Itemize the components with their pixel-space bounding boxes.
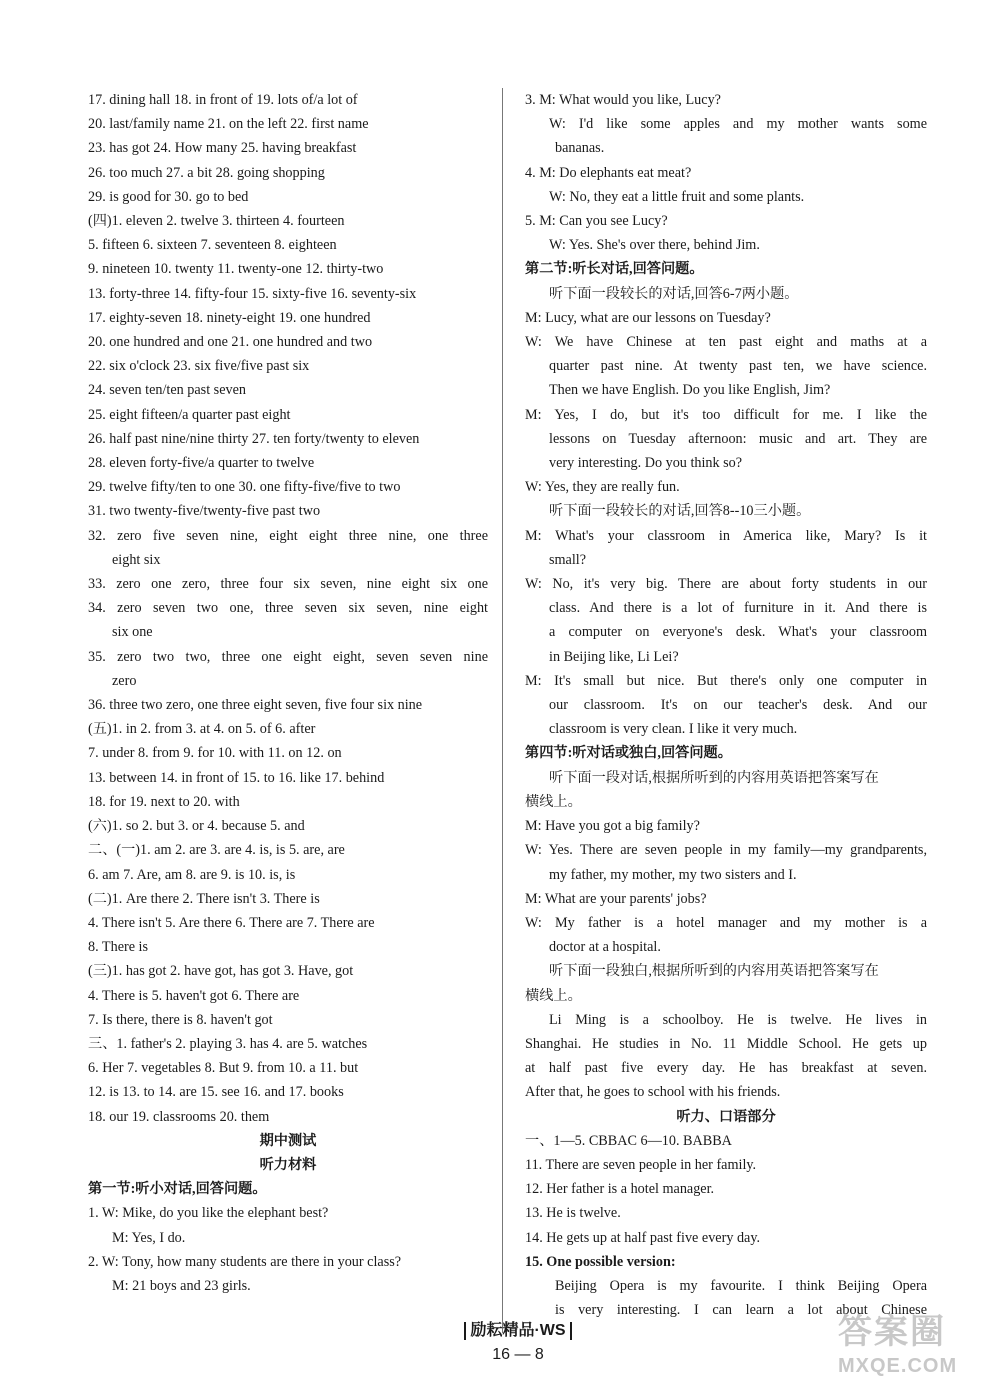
answer-line: 听下面一段对话,根据所听到的内容用英语把答案写在 (549, 769, 879, 786)
brand-bar-left (464, 1322, 466, 1340)
answer-line: 25. eight fifteen/a quarter past eight (88, 406, 291, 423)
answer-line: 13. forty-three 14. fifty-four 15. sixty-five 16. seventy-six (88, 285, 417, 302)
answer-line: W: I'd like some apples and my mother wants some (549, 116, 927, 133)
answer-line: 5. fifteen 6. sixteen 7. seventeen 8. eighteen (88, 237, 337, 254)
answer-line: 听下面一段独白,根据所听到的内容用英语把答案写在 (549, 963, 879, 980)
answer-line: Then we have English. Do you like English, Jim? (549, 382, 831, 399)
answer-line: zero (112, 672, 137, 689)
answer-line: W: No, it's very big. There are about forty students in our (525, 576, 927, 593)
answer-line: After that, he goes to school with his friends. (525, 1084, 781, 1101)
answer-line: 听下面一段较长的对话,回答8--10三小题。 (549, 503, 811, 520)
answer-line: class. And there is a lot of furniture in it. And there is (549, 600, 927, 617)
answer-line: 6. am 7. Are, am 8. are 9. is 10. is, is (88, 866, 296, 883)
answer-line: 12. is 13. to 14. are 15. see 16. and 17. books (88, 1084, 344, 1101)
answer-line: 4. There is 5. haven't got 6. There are (88, 987, 300, 1004)
answer-line: 11. There are seven people in her family. (525, 1156, 757, 1173)
answer-line: 29. is good for 30. go to bed (88, 188, 249, 205)
answer-line: 横线上。 (525, 793, 582, 810)
answer-line: 17. eighty-seven 18. ninety-eight 19. one hundred (88, 309, 371, 326)
answer-line: 7. Is there, there is 8. haven't got (88, 1011, 273, 1028)
answer-line: 23. has got 24. How many 25. having breakfast (88, 140, 357, 157)
answer-line: Shanghai. He studies in No. 11 Middle School. He gets up (525, 1035, 927, 1052)
section-heading: 听力材料 (259, 1156, 317, 1173)
answer-line: 20. last/family name 21. on the left 22. first name (88, 116, 369, 133)
answer-line: 14. He gets up at half past five every day. (525, 1229, 761, 1246)
answer-line: W: No, they eat a little fruit and some plants. (549, 188, 805, 205)
answer-column-right (525, 88, 927, 1322)
answer-line: 17. dining hall 18. in front of 19. lots of/a lot of (88, 92, 358, 108)
answer-line: 22. six o'clock 23. six five/five past six (88, 358, 310, 375)
answer-line: M: Lucy, what are our lessons on Tuesday? (525, 309, 771, 326)
answer-line: M: 21 boys and 23 girls. (112, 1277, 251, 1294)
answer-line: 6. Her 7. vegetables 8. But 9. from 10. a 11. but (88, 1060, 359, 1077)
subsection-heading: 第四节:听对话或独白,回答问题。 (525, 745, 732, 762)
answer-line: 横线上。 (525, 987, 582, 1004)
answer-line: (四)1. eleven 2. twelve 3. thirteen 4. fourteen (88, 213, 345, 230)
answer-line: lessons on Tuesday afternoon: music and art. They are (549, 430, 927, 447)
answer-line: 9. nineteen 10. twenty 11. twenty-one 12. thirty-two (88, 261, 384, 278)
answer-line: M: Yes, I do, but it's too difficult for me. I like the (525, 406, 927, 423)
answer-line: six one (112, 624, 153, 641)
answer-line: 24. seven ten/ten past seven (88, 382, 246, 399)
answer-line: small? (549, 551, 587, 568)
column-divider (502, 88, 503, 1333)
answer-line: a computer on everyone's desk. What's your classroom (549, 624, 927, 641)
answer-line: is very interesting. I can learn a lot about Chinese (555, 1302, 927, 1319)
answer-line: in Beijing like, Li Lei? (549, 648, 679, 665)
answer-line: our classroom. It's on our teacher's desk. And our (549, 697, 927, 714)
answer-line: 20. one hundred and one 21. one hundred and two (88, 334, 373, 351)
answer-line: 35. zero two two, three one eight eight, seven seven nine (88, 648, 488, 665)
answer-line: 12. Her father is a hotel manager. (525, 1181, 715, 1198)
footer-brand (448, 1318, 588, 1344)
answer-line: classroom is very clean. I like it very much. (549, 721, 798, 738)
answer-line: bananas. (555, 140, 605, 157)
answer-line: Beijing Opera is my favourite. I think Beijing Opera (555, 1277, 927, 1294)
answer-line: M: Yes, I do. (112, 1229, 186, 1246)
section-heading: 听力、口语部分 (676, 1108, 776, 1125)
answer-line: (三)1. has got 2. have got, has got 3. Have, got (88, 963, 354, 980)
answer-line: W: Yes. She's over there, behind Jim. (549, 237, 760, 254)
watermark-logo (838, 1310, 988, 1390)
answer-line: 13. between 14. in front of 15. to 16. like 17. behind (88, 769, 385, 786)
answer-line: 18. our 19. classrooms 20. them (88, 1108, 270, 1125)
answer-line: 4. M: Do elephants eat meat? (525, 164, 692, 181)
answer-line: 29. twelve fifty/ten to one 30. one fifty-five/five to two (88, 479, 401, 496)
answer-line: at half past five every day. He has breakfast at seven. (525, 1060, 927, 1077)
answer-line: 一、1—5. CBBAC 6—10. BABBA (525, 1132, 732, 1149)
answer-line: 4. There isn't 5. Are there 6. There are 7. There are (88, 914, 375, 931)
watermark-site: MXQE.COM (838, 1355, 958, 1377)
answer-column-left (88, 88, 488, 1298)
answer-line: (五)1. in 2. from 3. at 4. on 5. of 6. after (88, 721, 316, 738)
answer-line: (二)1. Are there 2. There isn't 3. There is (88, 890, 320, 907)
subsection-heading: 15. One possible version: (525, 1253, 676, 1270)
answer-line: eight six (112, 551, 161, 568)
section-heading: 期中测试 (259, 1132, 317, 1149)
subsection-heading: 第一节:听小对话,回答问题。 (88, 1181, 267, 1198)
answer-line: Li Ming is a schoolboy. He is twelve. He lives in (549, 1011, 927, 1028)
answer-line: 8. There is (88, 939, 149, 956)
answer-line: M: What are your parents' jobs? (525, 890, 707, 907)
answer-line: M: It's small but nice. But there's only one computer in (525, 672, 927, 689)
answer-line: my father, my mother, my two sisters and I. (549, 866, 797, 883)
answer-line: M: Have you got a big family? (525, 818, 700, 835)
answer-line: doctor at a hospital. (549, 939, 661, 956)
watermark-mark: 答案圈 (838, 1313, 946, 1351)
answer-line: 1. W: Mike, do you like the elephant best? (88, 1205, 329, 1222)
answer-line: W: We have Chinese at ten past eight and maths at a (525, 334, 927, 351)
answer-line: W: Yes. There are seven people in my family—my grandparents, (525, 842, 927, 859)
answer-line: very interesting. Do you think so? (549, 455, 743, 472)
answer-line: 32. zero five seven nine, eight eight three nine, one three (88, 527, 488, 544)
subsection-heading: 第二节:听长对话,回答问题。 (525, 261, 704, 278)
answer-line: W: Yes, they are really fun. (525, 479, 680, 496)
answer-line: 18. for 19. next to 20. with (88, 793, 240, 810)
brand-text: 励耘精品·WS (470, 1322, 566, 1339)
answer-line: 31. two twenty-five/twenty-five past two (88, 503, 321, 520)
answer-line: 听下面一段较长的对话,回答6-7两小题。 (549, 285, 799, 302)
answer-line: 2. W: Tony, how many students are there in your class? (88, 1253, 402, 1270)
answer-line: 33. zero one zero, three four six seven, nine eight six one (88, 576, 488, 593)
answer-line: 36. three two zero, one three eight seven, five four six nine (88, 697, 423, 714)
answer-line: 26. half past nine/nine thirty 27. ten forty/twenty to eleven (88, 430, 420, 447)
answer-line: 13. He is twelve. (525, 1205, 621, 1222)
answer-line: 3. M: What would you like, Lucy? (525, 92, 721, 108)
answer-line: 5. M: Can you see Lucy? (525, 213, 668, 230)
brand-bar-right (570, 1322, 572, 1340)
answer-line: (六)1. so 2. but 3. or 4. because 5. and (88, 818, 305, 835)
answer-line: 三、1. father's 2. playing 3. has 4. are 5. watches (88, 1035, 368, 1052)
page-number: 16 — 8 (492, 1346, 544, 1363)
answer-line: M: What's your classroom in America like, Mary? Is it (525, 527, 927, 544)
answer-line: 7. under 8. from 9. for 10. with 11. on 12. on (88, 745, 342, 762)
answer-line: 34. zero seven two one, three seven six seven, nine eight (88, 600, 488, 617)
answer-line: 二、(一)1. am 2. are 3. are 4. is, is 5. are, are (88, 842, 345, 859)
answer-line: 26. too much 27. a bit 28. going shopping (88, 164, 325, 181)
answer-line: W: My father is a hotel manager and my mother is a (525, 914, 927, 931)
answer-line: 28. eleven forty-five/a quarter to twelve (88, 455, 315, 472)
answer-line: quarter past nine. At twenty past ten, we have science. (549, 358, 927, 375)
